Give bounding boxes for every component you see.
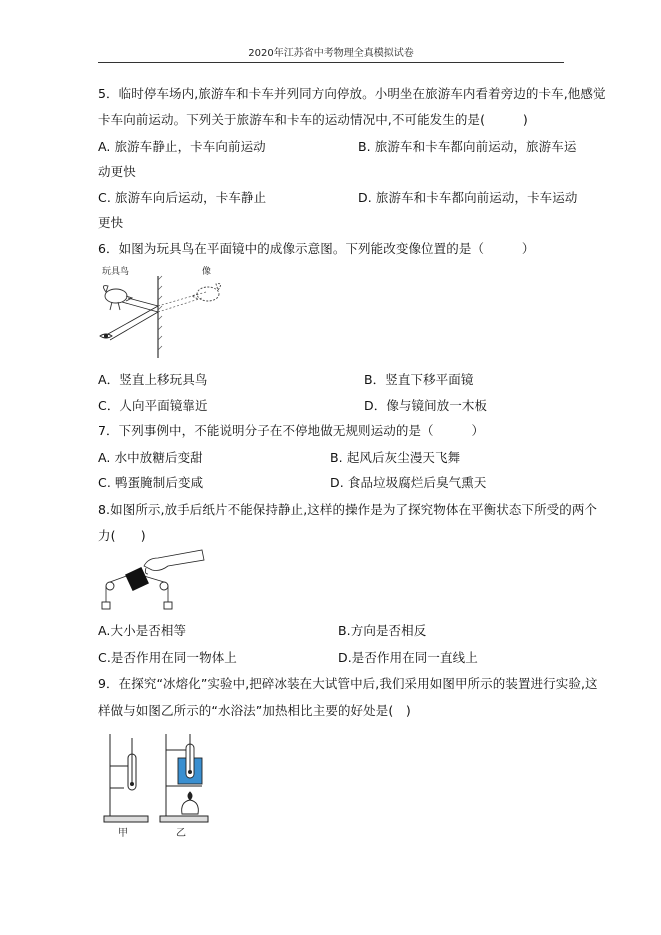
q5-option-b: B. 旅游车和卡车都向前运动，旅游车运 (358, 139, 577, 154)
q9-stem-line1: 9．在探究“冰熔化”实验中,把碎冰装在大试管中后,我们采用如图甲所示的装置进行实验,这 (98, 676, 598, 691)
q8-stem-line1: 8.如图所示,放手后纸片不能保持静止,这样的操作是为了探究物体在平衡状态下所受的两个 (98, 502, 598, 517)
mirror-figure (98, 262, 258, 362)
fig-label-yi: 乙 (176, 828, 186, 839)
q8-option-c: C.是否作用在同一物体上 (98, 650, 237, 665)
q6-stem: 6．如图为玩具鸟在平面镜中的成像示意图。下列能改变像位置的是（ ） (98, 241, 535, 256)
fig-label-jia: 甲 (118, 828, 128, 839)
fig-label-toy-bird: 玩具鸟 (102, 267, 130, 277)
q5-option-b-cont: 动更快 (98, 164, 136, 179)
alcohol-lamp-icon (182, 792, 199, 814)
q7-option-c: C. 鸭蛋腌制后变咸 (98, 475, 204, 490)
ice-melting-apparatus-figure (98, 728, 218, 840)
toy-bird-icon (103, 286, 132, 310)
eye-icon (100, 334, 112, 338)
q5-stem-line2: 卡车向前运动。下列关于旅游车和卡车的运动情况中,不可能发生的是( ) (98, 112, 528, 127)
weight-left (102, 602, 110, 609)
q8-option-d: D.是否作用在同一直线上 (338, 650, 478, 665)
q5-option-d: D. 旅游车和卡车都向前运动，卡车运动 (358, 190, 578, 205)
q9-stem-line2: 样做与如图乙所示的“水浴法”加热相比主要的好处是( ) (98, 703, 411, 718)
q7-stem: 7．下列事例中，不能说明分子在不停地做无规则运动的是（ ） (98, 423, 485, 438)
q8-stem-line2: 力( ) (98, 528, 146, 543)
hand-icon (144, 550, 204, 574)
q6-option-b: B．竖直下移平面镜 (364, 372, 474, 387)
fig-label-image: 像 (202, 267, 212, 277)
q5-option-a: A. 旅游车静止，卡车向前运动 (98, 139, 266, 154)
q7-option-b: B. 起风后灰尘漫天飞舞 (330, 450, 461, 465)
q8-option-b: B.方向是否相反 (338, 623, 427, 638)
q5-option-c: C. 旅游车向后运动，卡车静止 (98, 190, 267, 205)
apparatus-jia (104, 734, 148, 822)
q7-option-d: D. 食品垃圾腐烂后臭气熏天 (330, 475, 487, 490)
weight-right (164, 602, 172, 609)
thermometer-bulb-jia (130, 782, 134, 786)
pulley-left (106, 582, 114, 590)
balance-card-figure (98, 546, 208, 614)
header-rule (98, 62, 564, 63)
light-rays (108, 298, 158, 340)
pulley-right (160, 582, 168, 590)
page-header: 2020年江苏省中考物理全真模拟试卷 (248, 48, 414, 59)
q8-option-a: A.大小是否相等 (98, 623, 187, 638)
q6-option-c: C．人向平面镜靠近 (98, 398, 208, 413)
q5-stem-line1: 5．临时停车场内,旅游车和卡车并列同方向停放。小明坐在旅游车内看着旁边的卡车,他感觉 (98, 86, 606, 101)
q5-option-d-cont: 更快 (98, 215, 124, 230)
image-bird-icon (192, 284, 221, 301)
q7-option-a: A. 水中放糖后变甜 (98, 450, 203, 465)
q6-option-a: A．竖直上移玩具鸟 (98, 372, 208, 387)
q6-option-d: D．像与镜间放一木板 (364, 398, 488, 413)
thermometer-bulb-yi (188, 770, 192, 774)
